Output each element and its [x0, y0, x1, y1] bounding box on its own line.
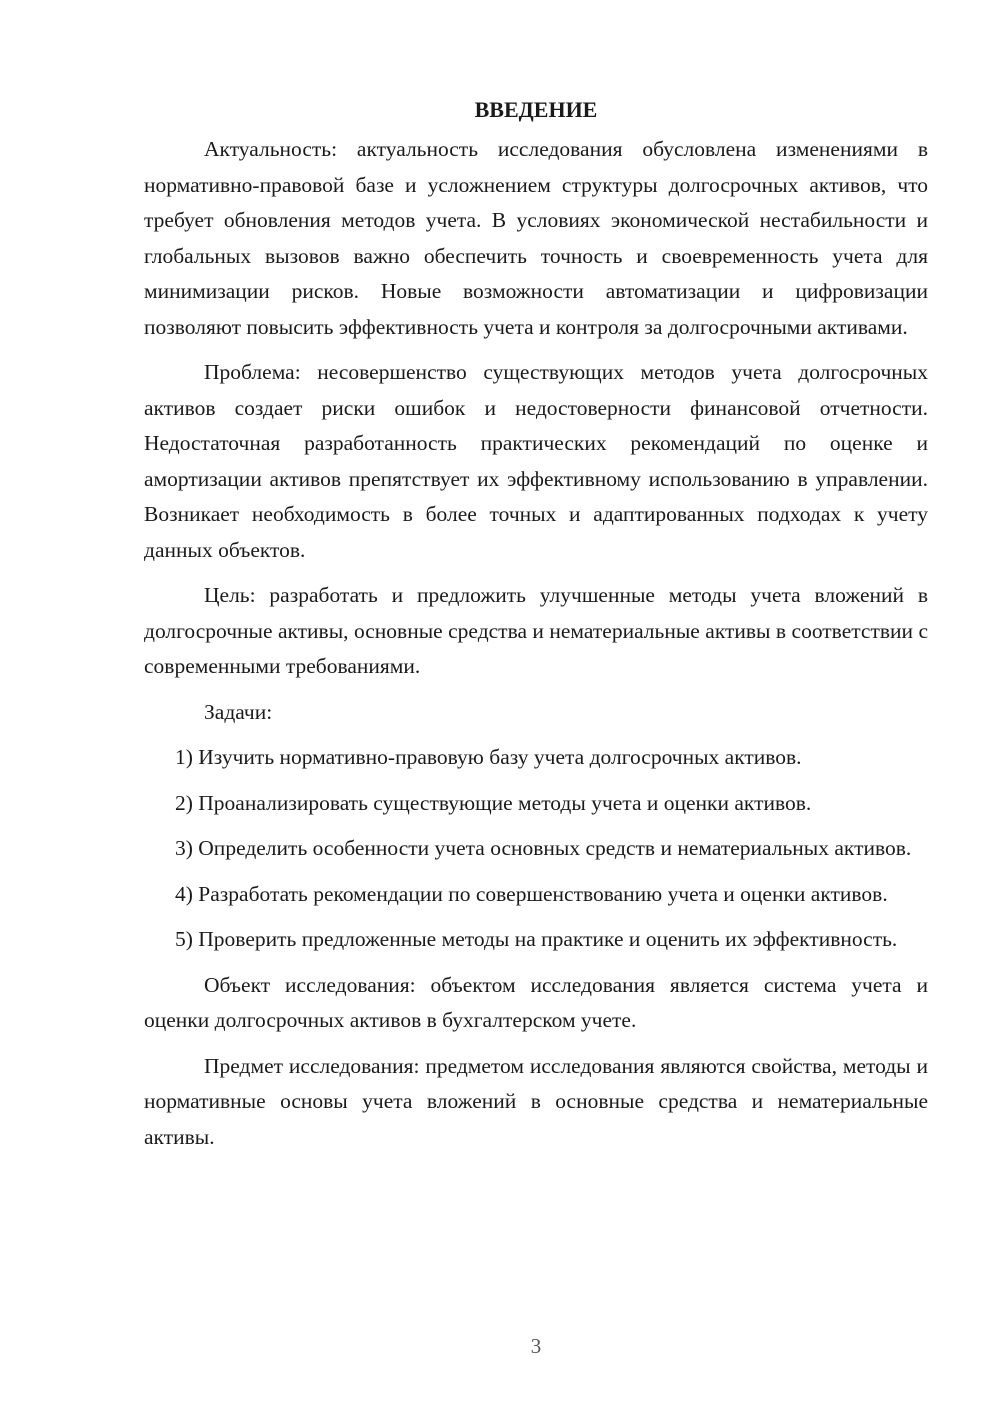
paragraph-object: Объект исследования: объектом исследования является система учета и оценки долгосрочных активов в бухгалтерском учете. [144, 972, 928, 1032]
paragraph-subject: Предмет исследования: предметом исследования являются свойства, методы и нормативные основы учета вложений в основные средства и нематериальные активы. [144, 1053, 928, 1149]
page-number: 3 [530, 1334, 542, 1358]
paragraph-problem: Проблема: несовершенство существующих методов учета долгосрочных активов создает риски ошибок и недостоверности финансовой отчетности. Недостаточная разработанность практических рекомендаций по оценке и амортизации активов препятствует их эффективному использованию в управлении. Возникает необходимость в более точных и адаптированных подходах к учету данных объектов. [144, 360, 928, 562]
paragraph-relevance: Актуальность: актуальность исследования обусловлена изменениями в нормативно-правовой базе и усложнением структуры долгосрочных активов, что требует обновления методов учета. В условиях экономической нестабильности и глобальных вызовов важно обеспечить точность и своевременность учета для минимизации рисков. Новые возможности автоматизации и цифровизации позволяют повысить эффективность учета и контроля за долгосрочными активами. [144, 137, 928, 339]
document-page [144, 88, 928, 1165]
task-item-5: 5) Проверить предложенные методы на практике и оценить их эффективность. [175, 927, 898, 951]
task-item-2: 2) Проанализировать существующие методы учета и оценки активов. [175, 790, 812, 815]
document-title: ВВЕДЕНИЕ [474, 97, 598, 122]
task-item-4: 4) Разработать рекомендации по совершенствованию учета и оценки активов. [175, 881, 888, 906]
tasks-heading: Задачи: [204, 699, 273, 724]
task-item-1: 1) Изучить нормативно-правовую базу учета долгосрочных активов. [175, 745, 802, 769]
paragraph-goal: Цель: разработать и предложить улучшенные методы учета вложений в долгосрочные активы, основные средства и нематериальные активы в соответствии с современными требованиями. [144, 583, 928, 678]
task-item-3: 3) Определить особенности учета основных средств и нематериальных активов. [175, 836, 912, 860]
